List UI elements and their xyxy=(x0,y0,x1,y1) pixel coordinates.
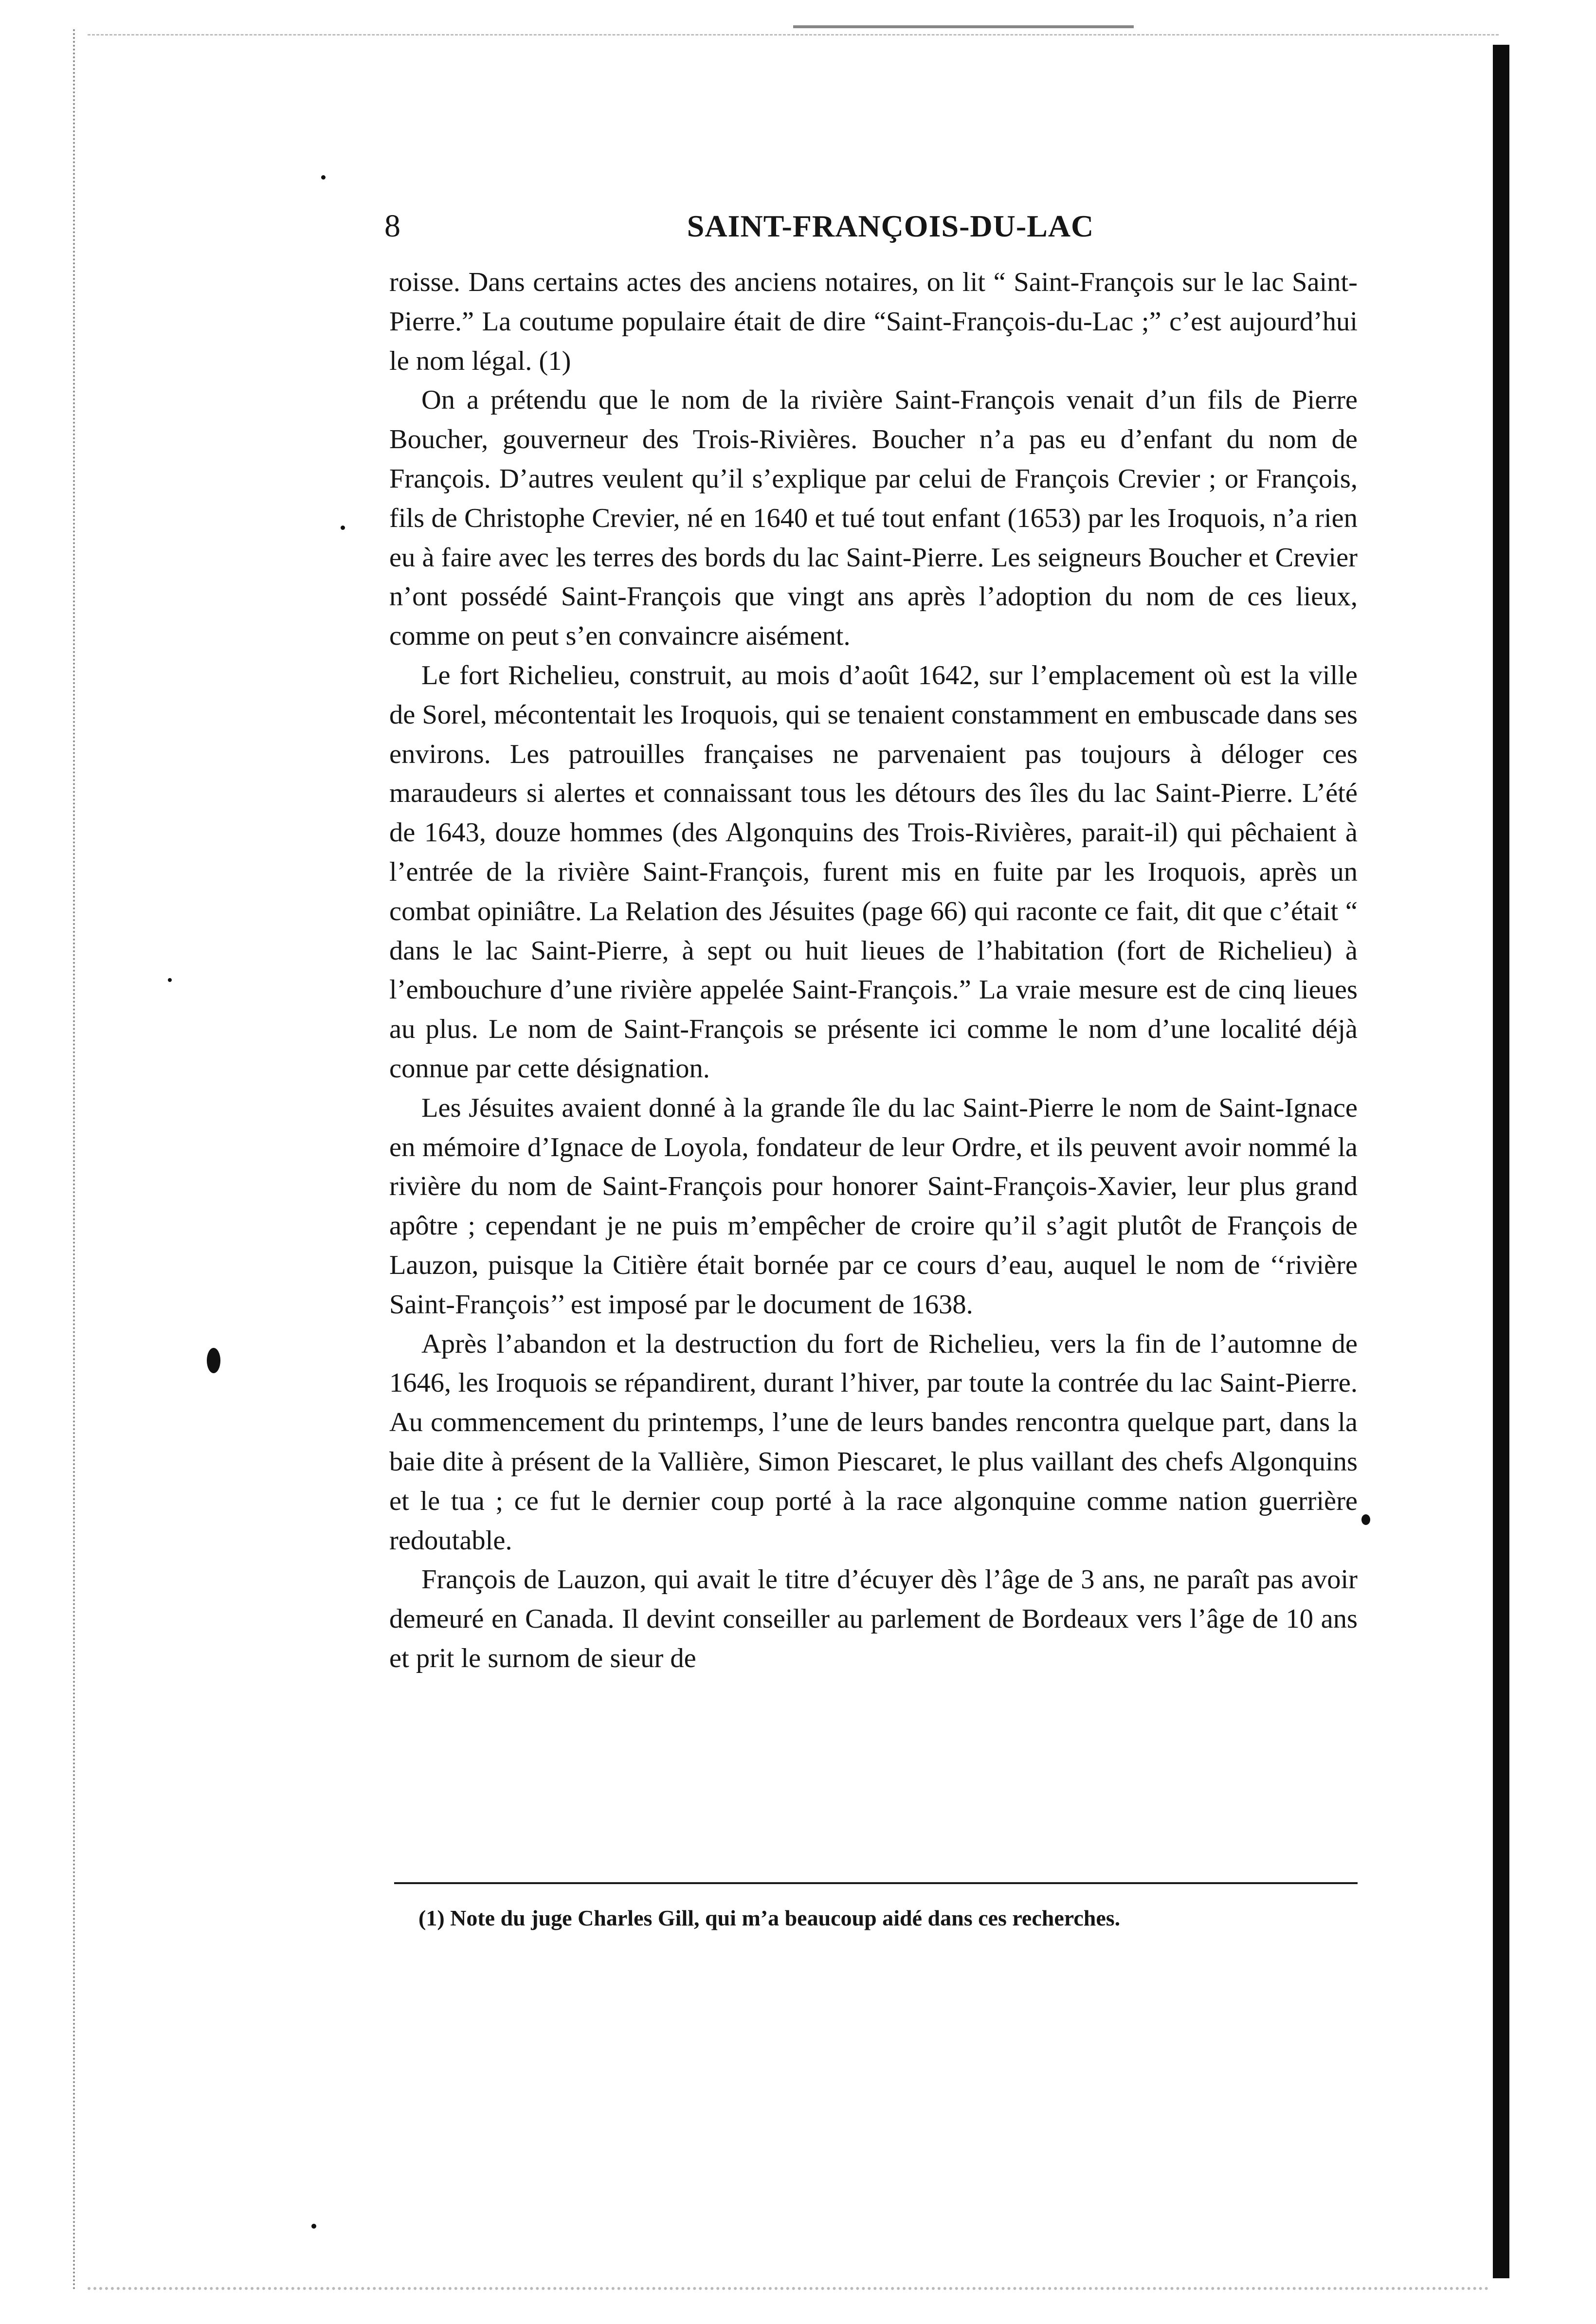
paragraph: roisse. Dans certains actes des anciens notaires, on lit “ Saint-François sur le lac Saint-Pierre.” La coutume populaire était de dire “Saint-François-du-Lac ;” c’est aujourd’hui le nom légal. (1) xyxy=(389,267,1358,376)
paragraph: Le fort Richelieu, construit, au mois d’août 1642, sur l’emplacement où est la ville de Sorel, mécontentait les Iroquois, qui se tenaient constamment en embuscade dans ses environs. Les patrouilles françaises ne parvenaient pas toujours à déloger ces maraudeurs si alertes et connaissant tous les détours des îles du lac Saint-Pierre. L’été de 1643, douze hommes (des Algonquins des Trois-Rivières, parait-il) qui pêchaient à l’entrée de la rivière Saint-François, furent mis en fuite par les Iroquois, après un combat opiniâtre. La Relation des Jésuites (page 66) qui raconte ce fait, dit que c’était “ dans le lac Saint-Pierre, à sept ou huit lieues de l’habitation (fort de Richelieu) à l’embouchure d’une rivière appelée Saint-François.” La vraie mesure est de cinq lieues au plus. Le nom de Saint-François se présente ici comme le nom d’une localité déjà connue par cette désignation. xyxy=(389,660,1358,1084)
body-text xyxy=(389,263,1358,1678)
paragraph: On a prétendu que le nom de la rivière Saint-François venait d’un fils de Pierre Boucher, gouverneur des Trois-Rivières. Boucher n’a pas eu d’enfant du nom de François. D’autres veulent qu’il s’explique par celui de François Crevier ; or François, fils de Christophe Crevier, né en 1640 et tué tout enfant (1653) par les Iroquois, n’a rien eu à faire avec les terres des bords du lac Saint-Pierre. Les seigneurs Boucher et Crevier n’ont possédé Saint-François que vingt ans après l’adoption du nom de ces lieux, comme on peut s’en convaincre aisément. xyxy=(389,385,1358,652)
paragraph: Les Jésuites avaient donné à la grande île du lac Saint-Pierre le nom de Saint-Ignace en mémoire d’Ignace de Loyola, fondateur de leur Ordre, et ils peuvent avoir nommé la rivière du nom de Saint-François pour honorer Saint-François-Xavier, leur plus grand apôtre ; cependant je ne puis m’empêcher de croire qu’il s’agit plutôt de François de Lauzon, puisque la Citière était bornée par ce cours d’eau, auquel le nom de ‘‘rivière Saint-François’’ est imposé par le document de 1638. xyxy=(389,1092,1358,1320)
paragraph: Après l’abandon et la destruction du fort de Richelieu, vers la fin de l’automne de 1646, les Iroquois se répandirent, durant l’hiver, par toute la contrée du lac Saint-Pierre. Au commencement du printemps, l’une de leurs bandes rencontra quelque part, dans la baie dite à présent de la Vallière, Simon Piescaret, le plus vaillant des chefs Algonquins et le tua ; ce fut le dernier coup porté à la race algonquine comme nation guerrière redoutable. xyxy=(389,1328,1358,1556)
scan-artifact-right-bar xyxy=(1493,45,1509,2278)
footnote-separator xyxy=(394,1882,1358,1884)
page-header xyxy=(384,204,1358,248)
page-number: 8 xyxy=(384,208,400,244)
footnote: (1) Note du juge Charles Gill, qui m’a beaucoup aidé dans ces recherches. xyxy=(418,1906,1121,1930)
ink-speck xyxy=(311,2224,316,2229)
scan-artifact-bottom-noise xyxy=(88,2287,1489,2309)
ink-blot xyxy=(1361,1514,1370,1525)
running-title: SAINT-FRANÇOIS-DU-LAC xyxy=(687,209,1094,243)
ink-speck xyxy=(321,175,326,180)
scan-artifact-top-rule xyxy=(793,25,1134,28)
scan-artifact-top-dashes xyxy=(88,34,1499,37)
paragraph: François de Lauzon, qui avait le titre d’écuyer dès l’âge de 3 ans, ne paraît pas avoir demeuré en Canada. Il devint conseiller au parlement de Bordeaux vers l’âge de 10 ans et prit le surnom de sieur de xyxy=(389,1564,1358,1673)
ink-speck xyxy=(168,978,172,982)
ink-speck xyxy=(341,526,345,530)
scan-artifact-left-edge xyxy=(73,29,84,2292)
ink-blot xyxy=(207,1348,220,1373)
